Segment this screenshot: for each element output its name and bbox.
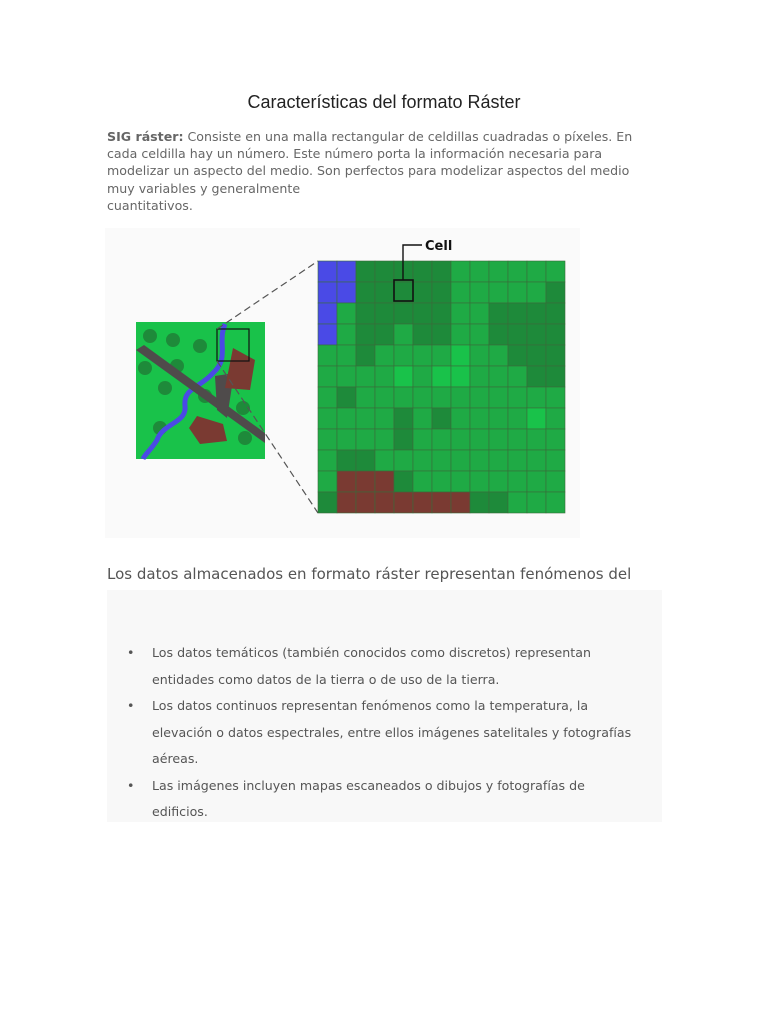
raster-cell <box>508 450 527 471</box>
list-item-line: entidades como datos de la tierra o de uso de la tierra. <box>152 671 500 687</box>
intro-line-3: modelizar un aspecto del medio. Son perfectos para modelizar aspectos del medio <box>107 163 630 179</box>
raster-cell <box>337 492 356 513</box>
raster-cell <box>546 261 565 282</box>
raster-cell <box>470 366 489 387</box>
raster-cell <box>394 471 413 492</box>
raster-cell <box>489 408 508 429</box>
raster-cell <box>375 261 394 282</box>
raster-cell <box>432 282 451 303</box>
raster-cell <box>508 429 527 450</box>
raster-cell <box>318 387 337 408</box>
raster-cell <box>413 471 432 492</box>
raster-cell <box>470 387 489 408</box>
tree-mark <box>138 361 152 375</box>
raster-cell <box>356 387 375 408</box>
raster-cell <box>508 366 527 387</box>
bullet-list <box>127 640 662 826</box>
raster-cell <box>394 429 413 450</box>
list-item-line: aéreas. <box>152 751 199 766</box>
raster-cell <box>394 492 413 513</box>
raster-cell <box>546 492 565 513</box>
raster-cell <box>318 303 337 324</box>
raster-cell <box>337 366 356 387</box>
raster-cell <box>356 450 375 471</box>
raster-cell <box>470 450 489 471</box>
raster-cell <box>356 471 375 492</box>
tree-mark <box>238 431 252 445</box>
raster-cell <box>375 408 394 429</box>
raster-cell <box>356 429 375 450</box>
raster-cell <box>318 366 337 387</box>
raster-cell <box>489 261 508 282</box>
raster-cell <box>470 408 489 429</box>
raster-cell <box>375 303 394 324</box>
raster-cell <box>527 387 546 408</box>
raster-cell <box>413 450 432 471</box>
raster-cell <box>527 282 546 303</box>
tree-mark <box>143 329 157 343</box>
raster-cell <box>432 303 451 324</box>
raster-cell <box>337 261 356 282</box>
raster-cell <box>337 345 356 366</box>
raster-cell <box>470 282 489 303</box>
list-item-line: Las imágenes incluyen mapas escaneados o dibujos y fotografías de <box>152 777 585 793</box>
raster-cell <box>432 324 451 345</box>
raster-cell <box>470 471 489 492</box>
raster-cell <box>451 303 470 324</box>
raster-cell <box>489 324 508 345</box>
list-item <box>127 693 662 773</box>
raster-cell <box>394 345 413 366</box>
raster-cell <box>432 366 451 387</box>
raster-cell <box>451 408 470 429</box>
raster-cell <box>546 408 565 429</box>
raster-cell <box>527 324 546 345</box>
raster-cell <box>546 471 565 492</box>
raster-cell <box>470 492 489 513</box>
tree-mark <box>158 381 172 395</box>
raster-cell <box>432 492 451 513</box>
raster-cell <box>546 429 565 450</box>
raster-cell <box>508 492 527 513</box>
list-item <box>127 773 662 826</box>
raster-cell <box>318 450 337 471</box>
raster-cell <box>508 261 527 282</box>
raster-cell <box>337 324 356 345</box>
raster-cell <box>527 366 546 387</box>
raster-cell <box>508 387 527 408</box>
raster-cell <box>451 387 470 408</box>
raster-grid <box>318 261 565 513</box>
raster-cell <box>318 492 337 513</box>
raster-cell <box>489 282 508 303</box>
raster-cell <box>413 282 432 303</box>
raster-cell <box>432 261 451 282</box>
raster-cell <box>394 303 413 324</box>
raster-cell <box>432 429 451 450</box>
raster-cell <box>508 408 527 429</box>
raster-cell <box>527 450 546 471</box>
raster-cell <box>489 450 508 471</box>
raster-cell <box>413 429 432 450</box>
raster-cell <box>546 387 565 408</box>
raster-cell <box>546 303 565 324</box>
raster-cell <box>527 408 546 429</box>
raster-cell <box>527 429 546 450</box>
raster-cell <box>489 471 508 492</box>
raster-cell <box>356 408 375 429</box>
raster-cell <box>451 471 470 492</box>
raster-figure <box>105 228 580 538</box>
raster-cell <box>470 429 489 450</box>
list-item-line: elevación o datos espectrales, entre ellos imágenes satelitales y fotografías <box>152 724 632 740</box>
raster-cell <box>375 471 394 492</box>
raster-cell <box>337 387 356 408</box>
raster-cell <box>413 345 432 366</box>
raster-cell <box>508 324 527 345</box>
cell-label: Cell <box>425 239 453 254</box>
raster-cell <box>337 450 356 471</box>
raster-cell <box>394 366 413 387</box>
list-item-line: Los datos temáticos (también conocidos como discretos) representan <box>152 645 591 660</box>
raster-cell <box>508 303 527 324</box>
raster-cell <box>337 282 356 303</box>
raster-cell <box>413 408 432 429</box>
intro-line-1: Consiste en una malla rectangular de celdillas cuadradas o píxeles. En <box>183 129 633 144</box>
raster-cell <box>375 450 394 471</box>
raster-cell <box>451 366 470 387</box>
raster-cell <box>451 282 470 303</box>
raster-cell <box>470 303 489 324</box>
raster-cell <box>413 261 432 282</box>
raster-cell <box>432 408 451 429</box>
raster-cell <box>489 387 508 408</box>
raster-cell <box>451 261 470 282</box>
raster-cell <box>489 345 508 366</box>
raster-cell <box>394 282 413 303</box>
raster-cell <box>546 324 565 345</box>
intro-lead: SIG ráster: <box>107 129 184 144</box>
raster-cell <box>527 345 546 366</box>
page-title: Características del formato Ráster <box>247 92 521 112</box>
raster-cell <box>527 261 546 282</box>
raster-cell <box>318 345 337 366</box>
raster-cell <box>337 429 356 450</box>
raster-cell <box>451 492 470 513</box>
raster-cell <box>508 282 527 303</box>
raster-cell <box>337 471 356 492</box>
intro-line-4: muy variables y generalmente <box>107 180 301 196</box>
source-map <box>136 322 265 459</box>
raster-cell <box>546 282 565 303</box>
raster-cell <box>451 429 470 450</box>
raster-cell <box>432 450 451 471</box>
raster-cell <box>356 366 375 387</box>
raster-cell <box>432 345 451 366</box>
raster-cell <box>318 408 337 429</box>
raster-cell <box>413 492 432 513</box>
raster-cell <box>318 324 337 345</box>
raster-cell <box>375 387 394 408</box>
raster-cell <box>337 303 356 324</box>
raster-cell <box>413 387 432 408</box>
raster-cell <box>489 303 508 324</box>
raster-cell <box>375 345 394 366</box>
section-line-1: Los datos almacenados en formato ráster representan fenómenos del <box>107 565 632 583</box>
raster-cell <box>489 492 508 513</box>
list-item-line: Los datos continuos representan fenómenos como la temperatura, la <box>152 698 589 713</box>
raster-cell <box>546 450 565 471</box>
raster-cell <box>394 324 413 345</box>
raster-cell <box>394 387 413 408</box>
tree-mark <box>166 333 180 347</box>
raster-cell <box>375 429 394 450</box>
raster-cell <box>432 387 451 408</box>
raster-cell <box>356 345 375 366</box>
raster-cell <box>375 282 394 303</box>
raster-cell <box>375 492 394 513</box>
raster-cell <box>318 261 337 282</box>
raster-cell <box>318 471 337 492</box>
raster-cell <box>375 366 394 387</box>
list-item-line: edificios. <box>152 804 208 819</box>
intro-paragraph <box>107 128 667 214</box>
raster-cell <box>356 282 375 303</box>
list-item <box>127 640 662 693</box>
raster-cell <box>546 345 565 366</box>
intro-line-5: cuantitativos. <box>107 197 193 213</box>
raster-cell <box>451 450 470 471</box>
raster-cell <box>527 471 546 492</box>
raster-cell <box>432 471 451 492</box>
raster-cell <box>470 261 489 282</box>
raster-cell <box>508 345 527 366</box>
raster-cell <box>546 366 565 387</box>
raster-cell <box>356 303 375 324</box>
raster-cell <box>356 261 375 282</box>
raster-cell <box>470 324 489 345</box>
raster-cell <box>489 366 508 387</box>
raster-cell <box>451 345 470 366</box>
raster-cell <box>508 471 527 492</box>
raster-cell <box>394 450 413 471</box>
raster-cell <box>413 324 432 345</box>
tree-mark <box>193 339 207 353</box>
raster-cell <box>375 324 394 345</box>
raster-cell <box>489 429 508 450</box>
raster-cell <box>527 492 546 513</box>
raster-cell <box>318 282 337 303</box>
raster-cell <box>394 408 413 429</box>
raster-cell <box>470 345 489 366</box>
raster-cell <box>413 366 432 387</box>
raster-cell <box>451 324 470 345</box>
raster-cell <box>318 429 337 450</box>
raster-cell <box>356 492 375 513</box>
raster-cell <box>356 324 375 345</box>
intro-line-2: cada celdilla hay un número. Este número porta la información necesaria para <box>107 146 603 162</box>
raster-cell <box>337 408 356 429</box>
raster-cell <box>413 303 432 324</box>
raster-cell <box>527 303 546 324</box>
